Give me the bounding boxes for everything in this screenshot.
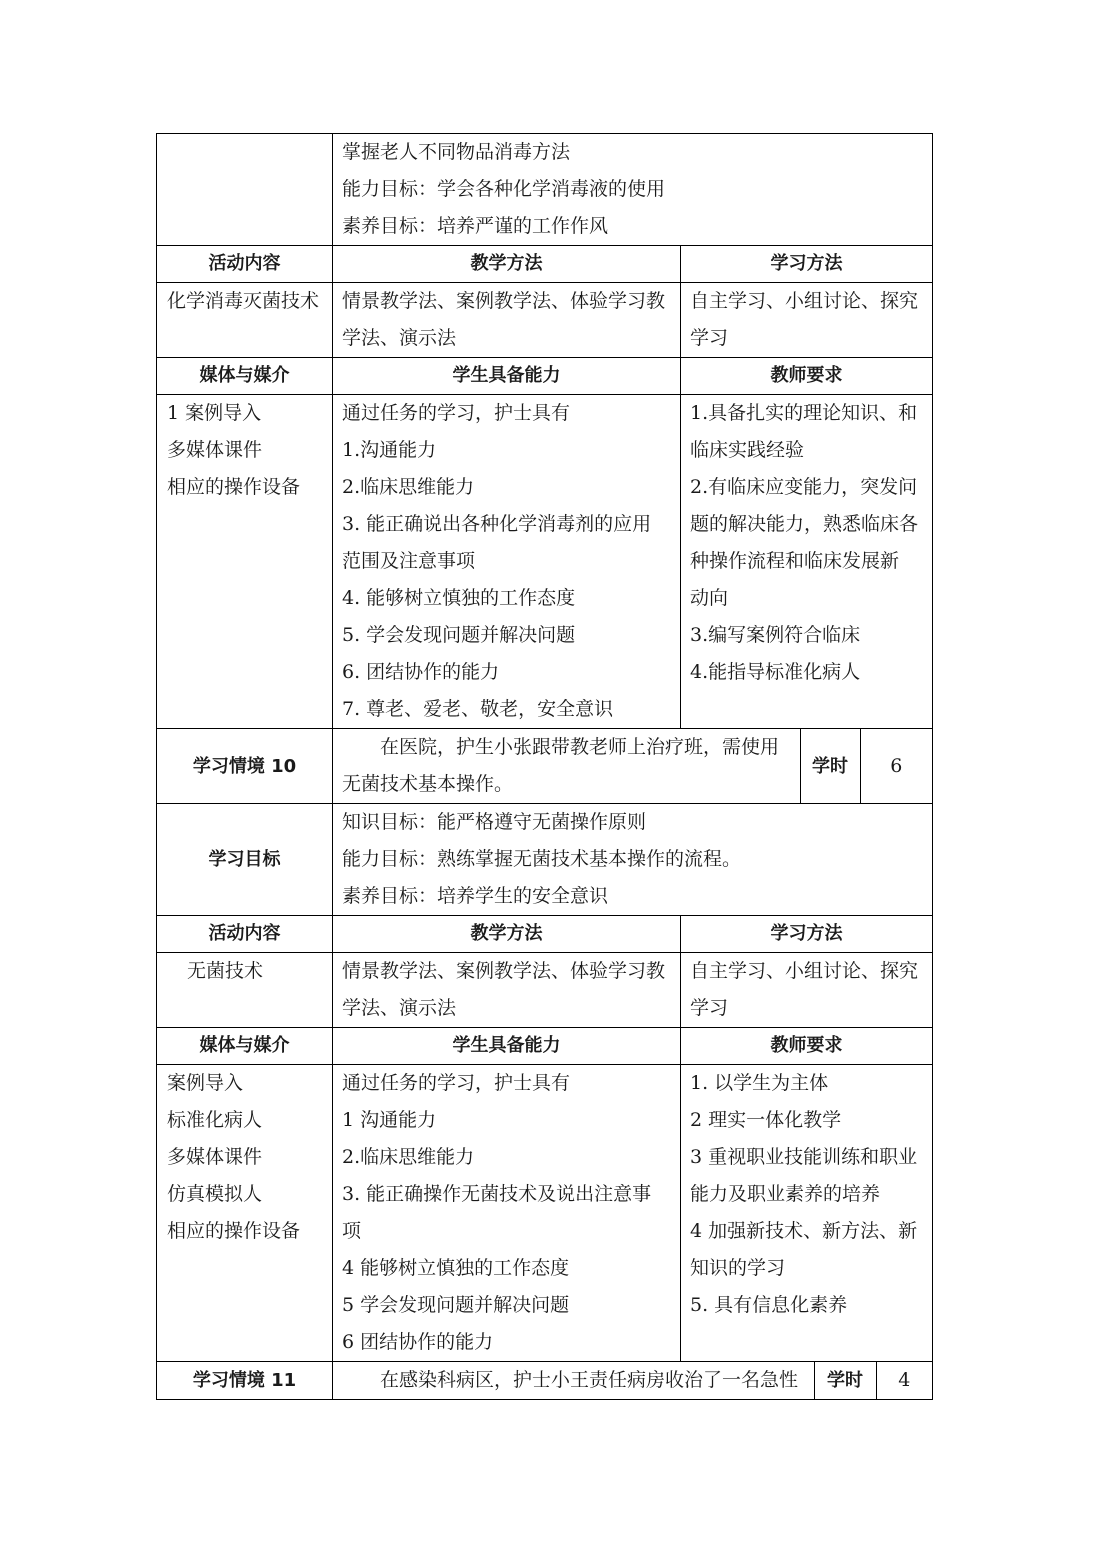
ability-line: 范围及注意事项	[342, 550, 476, 572]
learning-cell	[681, 953, 933, 1028]
ability-line: 5 学会发现问题并解决问题	[342, 1294, 570, 1316]
media-line: 多媒体课件	[167, 1146, 263, 1168]
ability-line: 5. 学会发现问题并解决问题	[342, 624, 576, 646]
situation-cell	[333, 1362, 933, 1400]
ability-line: 4. 能够树立慎独的工作态度	[342, 587, 576, 609]
teacher-cell	[681, 1065, 933, 1362]
method-row	[157, 283, 933, 358]
ability-line: 通过任务的学习，护士具有	[342, 402, 571, 424]
goals-row	[157, 804, 933, 916]
situation-line: 无菌技术基本操作。	[342, 773, 514, 795]
empty-label-cell	[157, 134, 333, 246]
teacher-cell	[681, 395, 933, 729]
teacher-line: 1. 以学生为主体	[690, 1072, 829, 1094]
media-line: 相应的操作设备	[167, 476, 301, 498]
situation-text	[333, 729, 800, 803]
teaching-cell	[333, 953, 681, 1028]
teaching-line: 学法、演示法	[342, 327, 457, 349]
ability-cell	[333, 1065, 681, 1362]
teacher-line: 4 加强新技术、新方法、新	[690, 1220, 918, 1242]
teacher-line: 2 理实一体化教学	[690, 1109, 842, 1131]
header-teacher: 教师要求	[681, 358, 933, 395]
goals-cell	[333, 134, 933, 246]
teacher-line: 能力及职业素养的培养	[690, 1183, 881, 1205]
situation-label: 学习情境 11	[157, 1362, 333, 1400]
media-cell	[157, 395, 333, 729]
teacher-line: 4.能指导标准化病人	[690, 661, 861, 683]
teacher-line: 动向	[690, 587, 729, 609]
goal-line: 能力目标：熟练掌握无菌技术基本操作的流程。	[342, 848, 742, 870]
goal-line: 能力目标：学会各种化学消毒液的使用	[342, 178, 666, 200]
header-learning-method: 学习方法	[681, 246, 933, 283]
header-teacher: 教师要求	[681, 1028, 933, 1065]
ability-line: 1 沟通能力	[342, 1109, 437, 1131]
method-header-row	[157, 916, 933, 953]
situation-cell	[333, 729, 933, 804]
header-ability: 学生具备能力	[333, 1028, 681, 1065]
learning-cell	[681, 283, 933, 358]
media-line: 案例导入	[167, 1072, 244, 1094]
goal-line: 掌握老人不同物品消毒方法	[342, 141, 571, 163]
method-header-row	[157, 246, 933, 283]
learning-line: 学习	[690, 997, 729, 1019]
teacher-line: 5. 具有信息化素养	[690, 1294, 848, 1316]
goal-line: 素养目标：培养学生的安全意识	[342, 885, 609, 907]
situation-row-next	[157, 1362, 933, 1400]
header-media: 媒体与媒介	[157, 358, 333, 395]
ability-line: 3. 能正确操作无菌技术及说出注意事	[342, 1183, 652, 1205]
curriculum-table	[156, 133, 933, 1400]
header-ability: 学生具备能力	[333, 358, 681, 395]
hours-value: 4	[898, 1369, 911, 1391]
header-media: 媒体与媒介	[157, 1028, 333, 1065]
teaching-cell	[333, 283, 681, 358]
learning-line: 自主学习、小组讨论、探究	[690, 290, 919, 312]
learning-line: 学习	[690, 327, 729, 349]
ability-line: 6 团结协作的能力	[342, 1331, 494, 1353]
ability-line: 1.沟通能力	[342, 439, 437, 461]
activity-text: 化学消毒灭菌技术	[167, 290, 320, 312]
curriculum-table-page	[156, 133, 932, 1400]
header-activity: 活动内容	[157, 246, 333, 283]
teacher-line: 种操作流程和临床发展新	[690, 550, 900, 572]
ability-line: 通过任务的学习，护士具有	[342, 1072, 571, 1094]
media-line: 仿真模拟人	[167, 1183, 263, 1205]
ability-line: 7. 尊老、爱老、敬老，安全意识	[342, 698, 614, 720]
method-row	[157, 953, 933, 1028]
activity-cell	[157, 953, 333, 1028]
header-teaching-method: 教学方法	[333, 246, 681, 283]
learning-line: 自主学习、小组讨论、探究	[690, 960, 919, 982]
goal-line: 素养目标：培养严谨的工作作风	[342, 215, 609, 237]
teacher-line: 知识的学习	[690, 1257, 786, 1279]
ability-line: 项	[342, 1220, 362, 1242]
teacher-line: 临床实践经验	[690, 439, 805, 461]
goals-cell	[333, 804, 933, 916]
hours-label: 学时	[814, 1362, 876, 1399]
media-cell	[157, 1065, 333, 1362]
activity-text: 无菌技术	[187, 960, 264, 982]
ability-line: 3. 能正确说出各种化学消毒剂的应用	[342, 513, 652, 535]
situation-row	[157, 729, 933, 804]
teacher-line: 3 重视职业技能训练和职业	[690, 1146, 918, 1168]
media-row	[157, 1065, 933, 1362]
goal-label: 学习目标	[157, 804, 333, 916]
ability-line: 2.临床思维能力	[342, 1146, 475, 1168]
situation-line: 在感染科病区，护士小王责任病房收治了一名急性	[380, 1369, 799, 1391]
ability-cell	[333, 395, 681, 729]
goal-line: 知识目标：能严格遵守无菌操作原则	[342, 811, 647, 833]
teaching-line: 学法、演示法	[342, 997, 457, 1019]
media-row	[157, 395, 933, 729]
teacher-line: 3.编写案例符合临床	[690, 624, 861, 646]
situation-line: 在医院，护生小张跟带教老师上治疗班，需使用	[380, 736, 780, 758]
teacher-line: 题的解决能力，熟悉临床各	[690, 513, 919, 535]
media-line: 1 案例导入	[167, 402, 262, 424]
header-activity: 活动内容	[157, 916, 333, 953]
header-learning-method: 学习方法	[681, 916, 933, 953]
situation-text	[333, 1362, 814, 1399]
teaching-line: 情景教学法、案例教学法、体验学习教	[342, 960, 666, 982]
situation-label: 学习情境 10	[157, 729, 333, 804]
teaching-line: 情景教学法、案例教学法、体验学习教	[342, 290, 666, 312]
ability-line: 6. 团结协作的能力	[342, 661, 500, 683]
ability-line: 4 能够树立慎独的工作态度	[342, 1257, 570, 1279]
media-line: 相应的操作设备	[167, 1220, 301, 1242]
teacher-line: 2.有临床应变能力，突发问	[690, 476, 918, 498]
situation-inner	[333, 729, 932, 803]
ability-line: 2.临床思维能力	[342, 476, 475, 498]
goals-row-continued	[157, 134, 933, 246]
media-line: 多媒体课件	[167, 439, 263, 461]
hours-label: 学时	[800, 729, 860, 803]
media-line: 标准化病人	[167, 1109, 263, 1131]
teacher-line: 1.具备扎实的理论知识、和	[690, 402, 918, 424]
header-teaching-method: 教学方法	[333, 916, 681, 953]
activity-cell	[157, 283, 333, 358]
situation-inner	[333, 1362, 932, 1399]
media-header-row	[157, 1028, 933, 1065]
hours-value: 6	[890, 754, 903, 777]
media-header-row	[157, 358, 933, 395]
